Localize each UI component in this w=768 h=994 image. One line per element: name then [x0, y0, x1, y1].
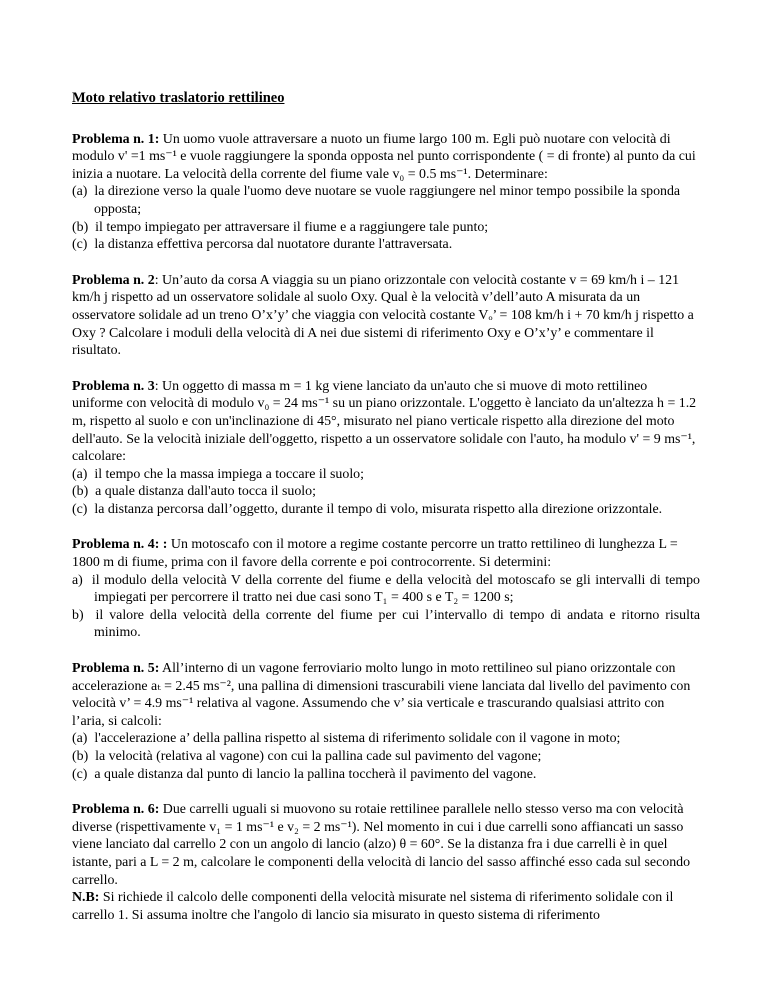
question-item: b) il valore della velocità della corrente del fiume per cui l’intervallo di tempo di andata e ritorno risulta minimo.: [72, 607, 700, 641]
problem-4: [72, 536, 700, 642]
question-item: (a) l'accelerazione a’ della pallina rispetto al sistema di riferimento solidale con il vagone in moto;: [72, 731, 621, 747]
problem-6: [72, 801, 700, 924]
problem-text: : Un’auto da corsa A viaggia su un piano orizzontale con velocità costante v = 69 km/h i – 121 km/h j rispetto ad un osservatore solidale al suolo Oxy. Qual è la velocità v’dell’auto A misurata da un osservatore solidale ad un treno O’x’y’ che viaggia con velocità costante Vₒ’ = 108 km/h i + 70 km/h j rispetto a Oxy ? Calcolare i moduli della velocità di A nei due sistemi di riferimento Oxy e O’x’y’ e commentare il risultato.: [72, 272, 694, 359]
problem-1: [72, 131, 700, 254]
problem-text: Due carrelli uguali si muovono su rotaie rettilinee parallele nello stesso verso ma con velocità diverse (rispettivamente v₁ = 1 ms⁻¹ e v₂ = 2 ms⁻¹). Nel momento in cui i due carrelli sono affiancati un sasso viene lanciato dal carrello 2 con un angolo di lancio (alzo) θ = 60°. Se la distanza fra i due carrelli è in quel istante, pari a L = 2 m, calcolare le componenti della velocità di lancio del sasso affinché esso cada sul secondo carrello.: [72, 802, 691, 888]
document-page: [72, 90, 700, 924]
question-item: a) il modulo della velocità V della corrente del fiume e della velocità del motoscafo se gli intervalli di tempo impiegati per percorrere il tratto nei due casi sono T₁ = 400 s e T₂ = 1200 s;: [72, 572, 700, 606]
question-item: (b) la velocità (relativa al vagone) con cui la pallina cade sul pavimento del vagone;: [72, 749, 542, 764]
note-text: Si richiede il calcolo delle componenti della velocità misurate nel sistema di riferimento solidale con il carrello 1. Si assuma inoltre che l'angolo di lancio sia misurato in questo sistema di riferimento: [72, 890, 674, 923]
page-title: Moto relativo traslatorio rettilineo: [72, 90, 285, 106]
problem-heading: Problema n. 5:: [72, 661, 160, 677]
problem-3: [72, 378, 700, 519]
question-item: (b) a quale distanza dall'auto tocca il suolo;: [72, 484, 316, 500]
note-heading: N.B:: [72, 890, 100, 906]
question-list: [72, 730, 700, 783]
problem-heading: Problema n. 4: :: [72, 537, 168, 553]
question-list: [72, 572, 700, 642]
question-item: (a) il tempo che la massa impiega a toccare il suolo;: [72, 466, 364, 482]
problem-heading: Problema n. 2: [72, 272, 155, 288]
question-item: (b) il tempo impiegato per attraversare il fiume e a raggiungere tale punto;: [72, 219, 489, 235]
problem-text: : Un oggetto di massa m = 1 kg viene lanciato da un'auto che si muove di moto rettilineo uniforme con velocità di modulo v₀ = 24 ms⁻¹ su un piano orizzontale. L'oggetto è lanciato da un'altezza h = 1.2 m, rispetto al suolo e con un'inclinazione di 45°, misurato nel piano verticale rispetto alla direzione del moto dell'auto. Se la velocità iniziale dell'oggetto, rispetto a un osservatore solidale con l'auto, ha modulo v' = 9 ms⁻¹, calcolare:: [72, 378, 697, 465]
problem-heading: Problema n. 3: [72, 378, 155, 394]
problem-2: [72, 272, 700, 360]
question-item: (c) la distanza effettiva percorsa dal nuotatore durante l'attraversata.: [72, 237, 453, 253]
question-item: (c) a quale distanza dal punto di lancio la pallina toccherà il pavimento del vagone.: [72, 766, 537, 782]
question-list: [72, 183, 700, 253]
question-item: (c) la distanza percorsa dall’oggetto, durante il tempo di volo, misurata rispetto alla direzione orizzontale.: [72, 501, 663, 517]
question-list: [72, 466, 700, 519]
problem-text: All’interno di un vagone ferroviario molto lungo in moto rettilineo sul piano orizzontale con accelerazione aₜ = 2.45 ms⁻², una pallina di dimensioni trascurabili viene lanciata dal livello del pavimento con velocità v’ = 4.9 ms⁻¹ relativa al vagone. Assumendo che v’ sia verticale e trascurando qualsiasi attrito con l’aria, si calcoli:: [72, 661, 691, 729]
problem-heading: Problema n. 6:: [72, 802, 160, 818]
problem-5: [72, 660, 700, 783]
problem-heading: Problema n. 1:: [72, 131, 160, 147]
question-item: (a) la direzione verso la quale l'uomo deve nuotare se vuole raggiungere nel minor tempo possibile la sponda opposta;: [72, 184, 681, 217]
problem-text: Un uomo vuole attraversare a nuoto un fiume largo 100 m. Egli può nuotare con velocità di modulo v' =1 ms⁻¹ e vuole raggiungere la sponda opposta nel punto corrispondente ( = di fronte) al punto da cui inizia a nuotare. La velocità della corrente del fiume vale v₀ = 0.5 ms⁻¹. Determinare:: [72, 131, 696, 182]
problem-text: Un motoscafo con il motore a regime costante percorre un tratto rettilineo di lunghezza L = 1800 m di fiume, prima con il favore della corrente e poi controcorrente. Si determini:: [72, 537, 678, 571]
